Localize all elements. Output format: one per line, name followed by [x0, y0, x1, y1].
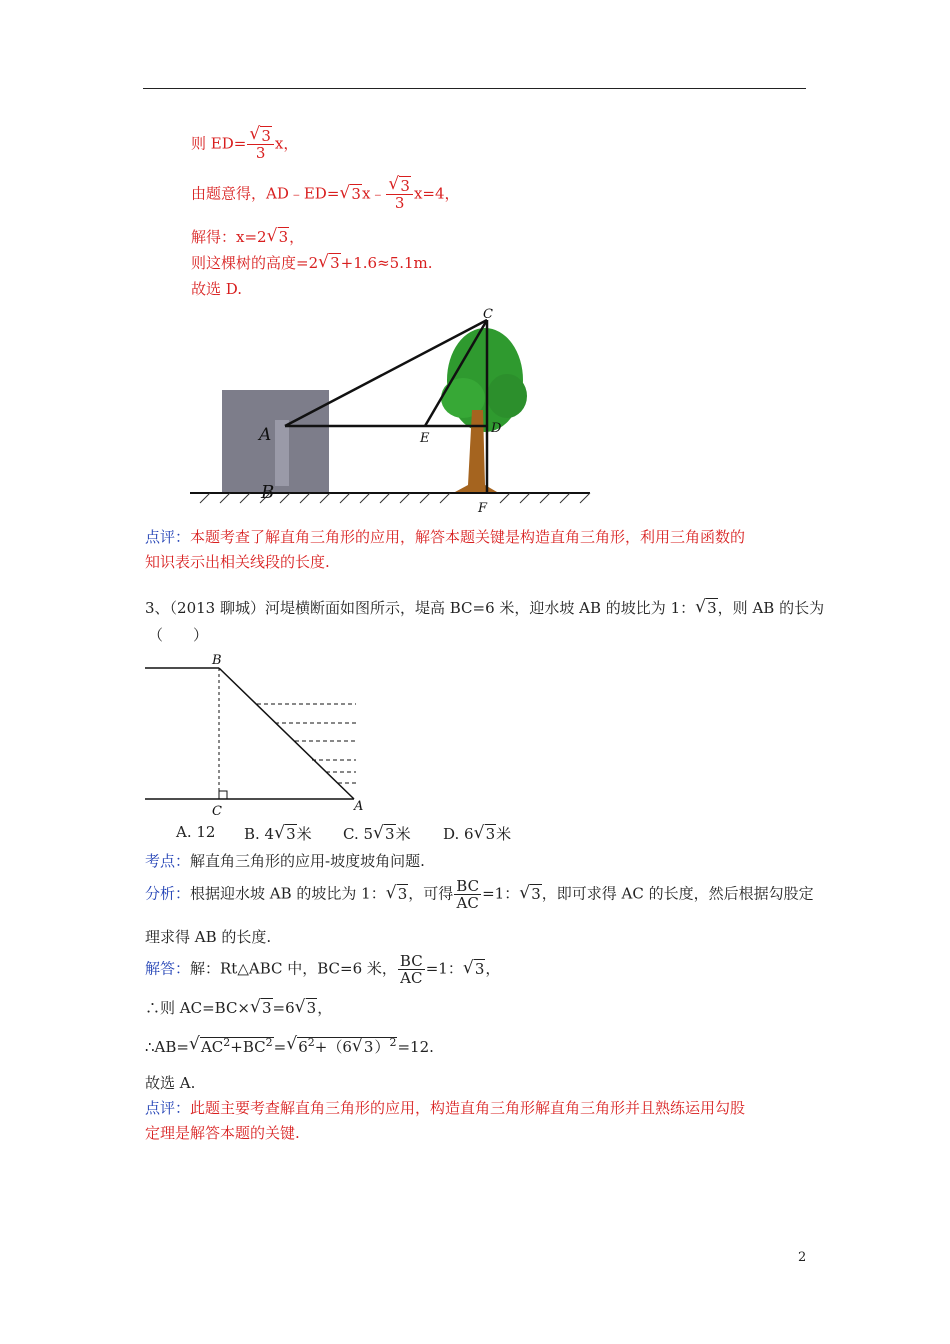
label-E: E: [420, 431, 430, 446]
fig2-label-C: C: [212, 804, 222, 818]
solution-line-height: 则这棵树的高度=2√ 3+1.6≈5.1m.: [191, 252, 433, 273]
comment-2-line1: 点评：此题主要考查解直角三角形的应用，构造直角三角形解直角三角形并且熟练运用勾股: [145, 1099, 746, 1117]
tree-canopy: [441, 328, 527, 432]
comment-2-line2: 定理是解答本题的关键.: [145, 1124, 300, 1142]
comment-1-line2: 知识表示出相关线段的长度.: [145, 553, 330, 571]
solution-line-ed: 则 ED= √ $\frac{3}{3}$ x，: [191, 128, 298, 161]
header-rule: [143, 88, 806, 89]
person-photo: [275, 420, 289, 486]
question-3-stem: 3、（2013 聊城）河堤横断面如图所示，堤高 BC=6 米，迎水坡 AB 的坡比为 1：√ 3，则 AB 的长为: [145, 597, 824, 618]
comment-1-line1: 点评：本题考查了解直角三角形的应用，解答本题关键是构造直角三角形，利用三角函数的: [145, 528, 746, 546]
tree-figure: [185, 300, 605, 520]
option-a: A. 12: [176, 823, 216, 841]
fenxi-line2: 理求得 AB 的长度.: [145, 928, 272, 946]
solution-line-choose: 故选 D.: [191, 280, 243, 298]
option-c: C. 5√ 3米: [343, 823, 411, 844]
label-C: C: [483, 307, 493, 322]
label-B: B: [261, 482, 275, 503]
page-number: 2: [798, 1250, 807, 1265]
solution-line-equation: 由题意得，AD﹣ED=√ 3x﹣ √ $\frac{3}{3}$ x=4，: [191, 178, 460, 211]
option-b: B. 4√ 3米: [244, 823, 312, 844]
label-A: A: [259, 425, 272, 445]
solution-line-solve: 解得：x=2√ 3，: [191, 226, 304, 247]
fenxi-line1: 分析：根据迎水坡 AB 的坡比为 1：√ 3，可得 $\frac{BC}{AC}$ =1：√ 3，即可求得 AC 的长度，然后根据勾股定: [145, 878, 814, 911]
water-lines: [257, 704, 356, 783]
fig2-label-A: A: [354, 799, 364, 814]
question-3-paren: （ ）: [148, 626, 209, 644]
jieda-line2: ∴则 AC=BC×√ 3=6√ 3，: [145, 997, 332, 1018]
jieda-line1: 解答：解：Rt△ABC 中，BC=6 米， $\frac{BC}{AC}$ =1：√ 3，: [145, 953, 500, 986]
label-F: F: [478, 501, 488, 516]
embankment-figure: [140, 648, 380, 818]
jieda-choose: 故选 A.: [145, 1074, 196, 1092]
fig2-label-B: B: [212, 653, 222, 668]
option-d: D. 6√ 3米: [443, 823, 511, 844]
kaodian-line: 考点：解直角三角形的应用-坡度坡角问题.: [145, 852, 425, 870]
ground-hatch: [200, 493, 590, 503]
label-D: D: [491, 421, 502, 436]
right-angle-mark: [219, 791, 227, 799]
jieda-line3: ∴AB=√ $AC^2+BC^2=√$ $6^2+(6√$ 3）$^2$=12.: [145, 1036, 434, 1057]
slope-AB: [219, 668, 354, 799]
